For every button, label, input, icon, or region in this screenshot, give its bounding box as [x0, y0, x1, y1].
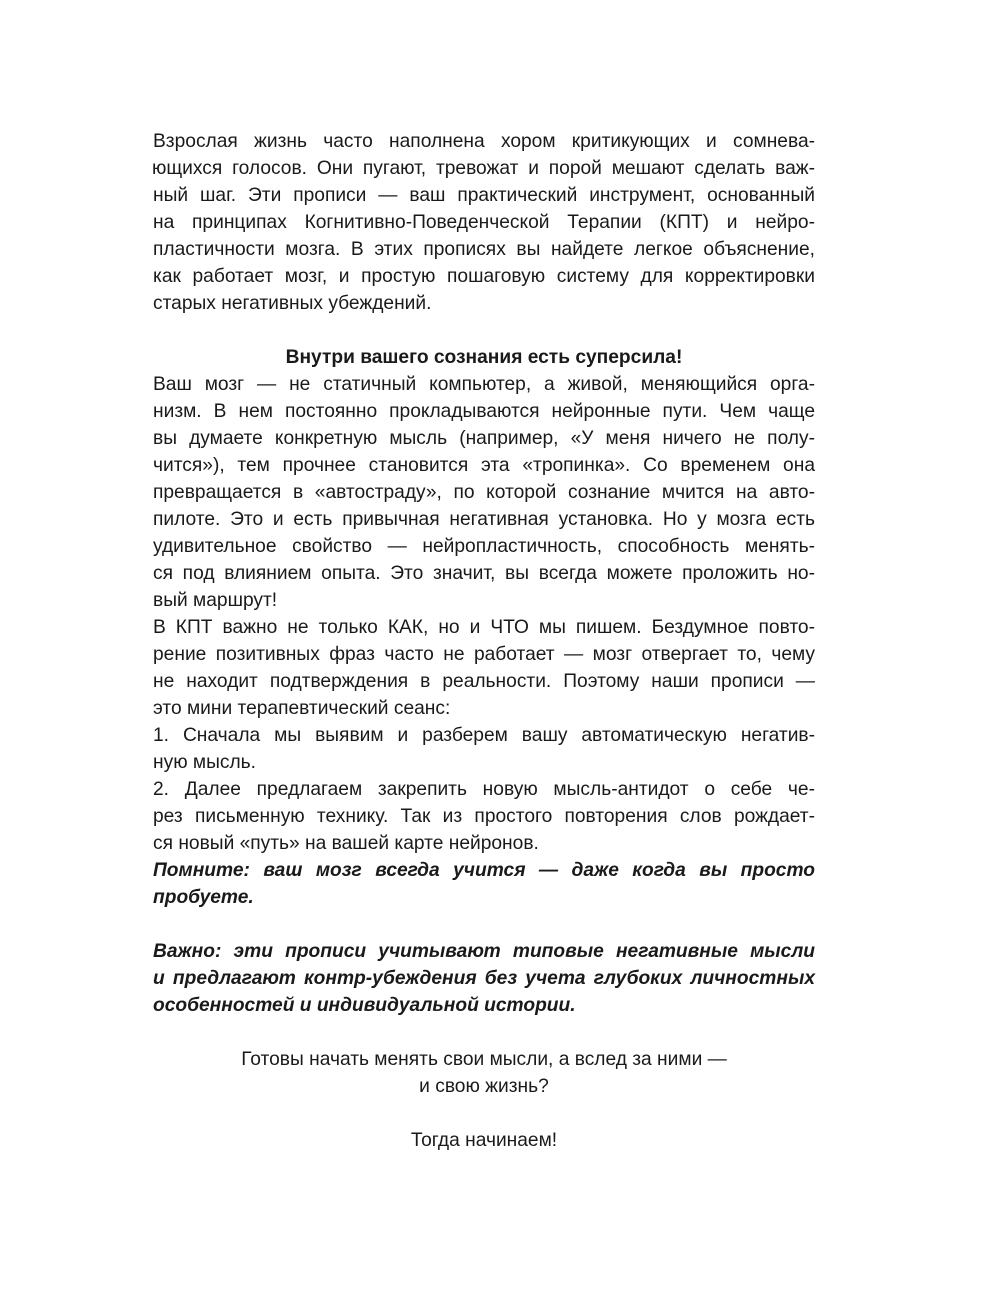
text-line: Важно: эти прописи учитывают типовые негативные мысли [153, 941, 815, 962]
text-line: 2. Далее предлагаем закрепить новую мысль-антидот о себе че- [153, 779, 815, 800]
text-line: ющихся голосов. Они пугают, тревожат и порой мешают сделать важ- [152, 158, 815, 179]
text-line: и свою жизнь? [419, 1076, 549, 1097]
text-line: на принципах Когнитивно-Поведенческой Терапии (КПТ) и нейро- [153, 212, 815, 233]
step-2 [153, 776, 815, 857]
text-line: пилоте. Это и есть привычная негативная установка. Но у мозга есть [153, 509, 815, 530]
remember-note [153, 857, 815, 911]
text-line: ный шаг. Эти прописи — ваш практический инструмент, основанный [153, 185, 815, 206]
text-line: рение позитивных фраз часто не работает — мозг отвергает то, чему [153, 644, 815, 665]
important-note [153, 938, 815, 1019]
text-line: как работает мозг, и простую пошаговую систему для корректировки [153, 266, 815, 287]
text-line: ся под влиянием опыта. Это значит, вы всегда можете проложить но- [153, 563, 815, 584]
text-line: пластичности мозга. В этих прописях вы найдете легкое объяснение, [153, 239, 815, 260]
text-line: старых негативных убеждений. [153, 293, 432, 314]
text-line: ную мысль. [153, 752, 257, 773]
cbt-paragraph [153, 614, 815, 722]
step-1 [153, 722, 815, 776]
text-line: пробуете. [153, 887, 254, 908]
text-line: Готовы начать менять свои мысли, а вслед за ними — [241, 1049, 727, 1070]
brain-paragraph [153, 371, 815, 614]
text-line: ся новый «путь» на вашей карте нейронов. [153, 833, 539, 854]
text-line: рез письменную технику. Так из простого повторения слов рождает- [153, 806, 815, 827]
section-heading: Внутри вашего сознания есть суперсила! [285, 347, 683, 368]
intro-paragraph [153, 128, 815, 317]
text-line: и предлагают контр-убеждения без учета глубоких личностных [153, 968, 815, 989]
text-line: Ваш мозг — не статичный компьютер, а живой, меняющийся орга- [153, 374, 815, 395]
text-line: удивительное свойство — нейропластичность, способность менять- [153, 536, 815, 557]
text-line: низм. В нем постоянно прокладываются нейронные пути. Чем чаще [153, 401, 815, 422]
text-line: особенностей и индивидуальной истории. [153, 995, 576, 1016]
text-line: 1. Сначала мы выявим и разберем вашу автоматическую негатив- [153, 725, 815, 746]
text-line: чится»), тем прочнее становится эта «тропинка». Со временем она [153, 455, 815, 476]
text-line: вый маршрут! [153, 590, 278, 611]
text-line: Помните: ваш мозг всегда учится — даже когда вы просто [153, 860, 815, 881]
text-line: В КПТ важно не только КАК, но и ЧТО мы пишем. Бездумное повто- [153, 617, 815, 638]
closing-question [153, 1046, 815, 1100]
document-page [153, 128, 815, 1154]
text-line: это мини терапевтический сеанс: [153, 698, 451, 719]
text-line: превращается в «автостраду», по которой сознание мчится на авто- [153, 482, 815, 503]
text-line: Взрослая жизнь часто наполнена хором критикующих и сомнева- [153, 131, 815, 152]
text-line: вы думаете конкретную мысль (например, «У меня ничего не полу- [153, 428, 815, 449]
text-line: не находит подтверждения в реальности. Поэтому наши прописи — [153, 671, 815, 692]
closing-final: Тогда начинаем! [410, 1130, 558, 1151]
